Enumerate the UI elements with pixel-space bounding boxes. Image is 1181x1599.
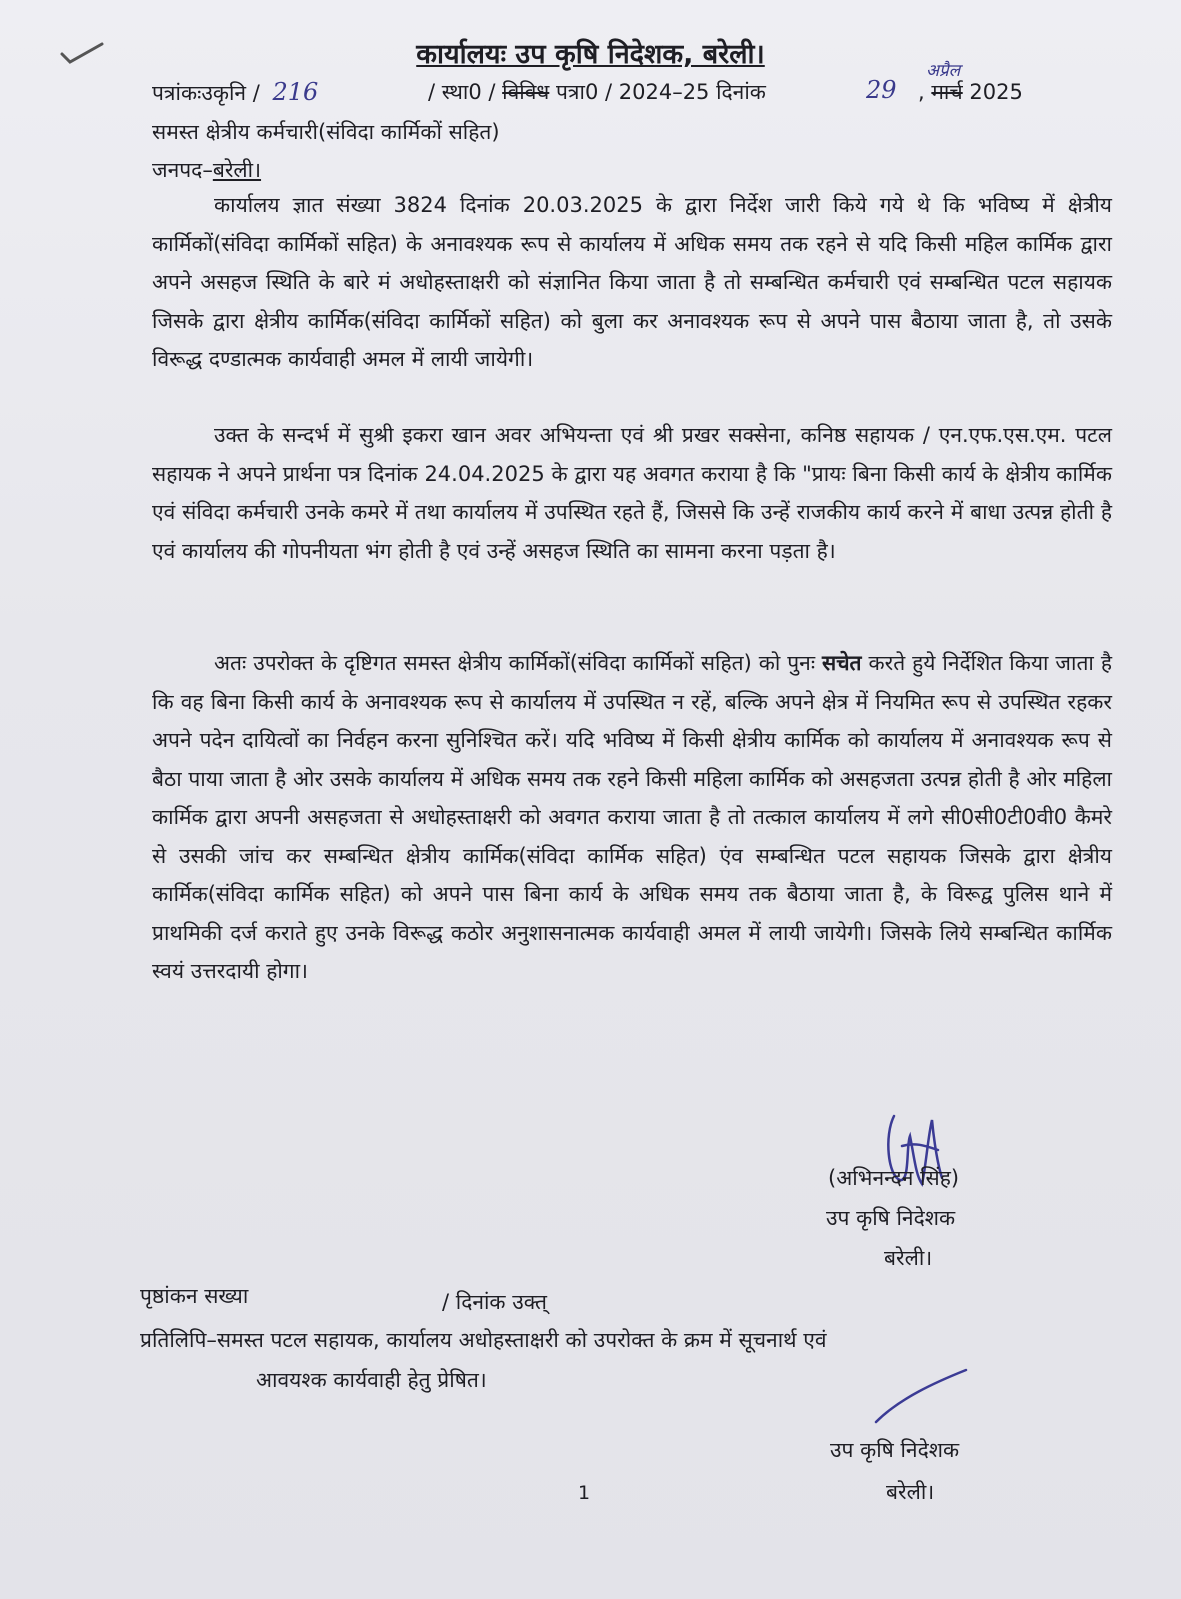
initial-stroke bbox=[866, 1364, 976, 1428]
signatory-designation: उप कृषि निदेशक bbox=[826, 1206, 956, 1230]
ref-handwritten-month: अप्रैल bbox=[926, 61, 961, 81]
district-line: जनपद–बरेली। bbox=[152, 158, 262, 182]
ref-middle: / स्था0 / bbox=[428, 80, 496, 104]
footer-designation: उप कृषि निदेशक bbox=[830, 1438, 960, 1462]
ref-handwritten-number: 216 bbox=[272, 78, 319, 106]
ref-struck-month: मार्च bbox=[931, 80, 963, 104]
paragraph-2: उक्त के सन्दर्भ में सुश्री इकरा खान अवर अभियन्ता एवं श्री प्रखर सक्सेना, कनिष्ठ सहायक / एन.एफ.एस.एम. पटल सहायक ने अपने प्रार्थना पत्र दिनांक 24.04.2025 के द्वारा यह अवगत कराया है कि "प्रायः बिना किसी कार्य के क्षेत्रीय कार्मिक एवं संविदा कर्मचारी उनके कमरे में तथा कार्यालय में उपस्थित रहते हैं, जिससे कि उन्हें राजकीय कार्य करने में बाधा उत्पन्न होती है एवं कार्यालय की गोपनीयता भंग होती है एवं उन्हें असहज स्थिति का सामना करना पड़ता है। bbox=[152, 423, 1112, 563]
district-name: बरेली। bbox=[212, 158, 262, 182]
page-number: 1 bbox=[578, 1482, 591, 1504]
ref-prefix: पत्रांकःउकृनि / bbox=[152, 81, 260, 105]
ref-handwritten-day: 29 bbox=[866, 76, 897, 104]
ref-struck-word: विविध bbox=[502, 80, 550, 104]
reference-middle bbox=[428, 78, 766, 106]
ref-rest: पत्रा0 / 2024–25 दिनांक bbox=[556, 80, 766, 104]
paragraph-3: अतः उपरोक्त के दृष्टिगत समस्त क्षेत्रीय कार्मिकों(संविदा कार्मिकों सहित) को पुनः सचेत करते हुये निर्देशित किया जाता है कि वह बिना किसी कार्य के अनावश्यक रूप से कार्यालय में उपस्थित न रहें, बल्कि अपने क्षेत्र में नियमित रूप से उपस्थित रहकर अपने पदेन दायित्वों का निर्वहन करना सुनिश्चित करें। यदि भविष्य में किसी क्षेत्रीय कार्मिक को कार्यालय में अनावश्यक रूप से बैठा पाया जाता है ओर उसके कार्यालय में अधिक समय तक रहने किसी महिला कार्मिक को असहजता उत्पन्न होती है ओर महिला कार्मिक द्वारा अपनी असहजता से अधोहस्ताक्षरी को अवगत कराया जाता है तो तत्काल कार्यालय में लगे सी0सी0टी0वी0 कैमरे से उसकी जांच कर सम्बन्धित क्षेत्रीय कार्मिक(संविदा कार्मिक सहित) एंव सम्बन्धित पटल सहायक जिसके द्वारा क्षेत्रीय कार्मिक(संविदा कार्मिक सहित) को अपने पास बिना कार्य के अधिक समय तक बैठाया जाता है, के विरूद्व पुलिस थाने में प्राथमिकी दर्ज कराते हुए उनके विरूद्ध कठोर अनुशासनात्मक कार्यवाही अमल में लायी जायेगी। जिसके लिये सम्बन्धित कार्मिक स्वयं उत्तरदायी होगा। bbox=[152, 651, 1112, 983]
paragraph-1: कार्यालय ज्ञात संख्या 3824 दिनांक 20.03.2025 के द्वारा निर्देश जारी किये गये थे कि भविष्य में क्षेत्रीय कार्मिकों(संविदा कार्मिकों सहित) के अनावश्यक रूप से कार्यालय में अधिक समय तक रहने से यदि किसी महिल कार्मिक द्वारा अपने असहज स्थिति के बारे मं अधोहस्ताक्षरी को संज्ञानित किया जाता है तो सम्बन्धित कर्मचारी एवं सम्बन्धित पटल सहायक जिसके द्वारा क्षेत्रीय कार्मिक(संविदा कार्मिकों सहित) को बुला कर अनावश्यक रूप से अपने पास बैठाया जाता है, तो उसके विरूद्ध दण्डात्मक कार्यवाही अमल में लायी जायेगी। bbox=[152, 193, 1112, 371]
signatory-place: बरेली। bbox=[884, 1246, 933, 1270]
copy-line-2: आवयश्क कार्यवाही हेतु प्रेषित। bbox=[256, 1368, 487, 1392]
office-title: कार्यालयः उप कृषि निदेशक, बरेली। bbox=[416, 39, 765, 70]
footer-place: बरेली। bbox=[886, 1480, 935, 1504]
reference-line bbox=[152, 78, 318, 107]
recipient-line: समस्त क्षेत्रीय कर्मचारी(संविदा कार्मिकों सहित) bbox=[152, 120, 500, 144]
emphasis-word: सचेत bbox=[822, 651, 862, 675]
signatory-name: (अभिनन्दन सिंह) bbox=[828, 1166, 960, 1190]
ref-year: 2025 bbox=[969, 80, 1023, 104]
ref-date-tail: , मार्च 2025 bbox=[918, 80, 1023, 104]
endorsement-date-label: / दिनांक उक्त् bbox=[442, 1290, 547, 1314]
copy-line-1: प्रतिलिपि–समस्त पटल सहायक, कार्यालय अधोहस्ताक्षरी को उपरोक्त के क्रम में सूचनार्थ एवं bbox=[140, 1328, 827, 1352]
endorsement-number-label: पृष्ठांकन सख्या bbox=[140, 1284, 249, 1308]
